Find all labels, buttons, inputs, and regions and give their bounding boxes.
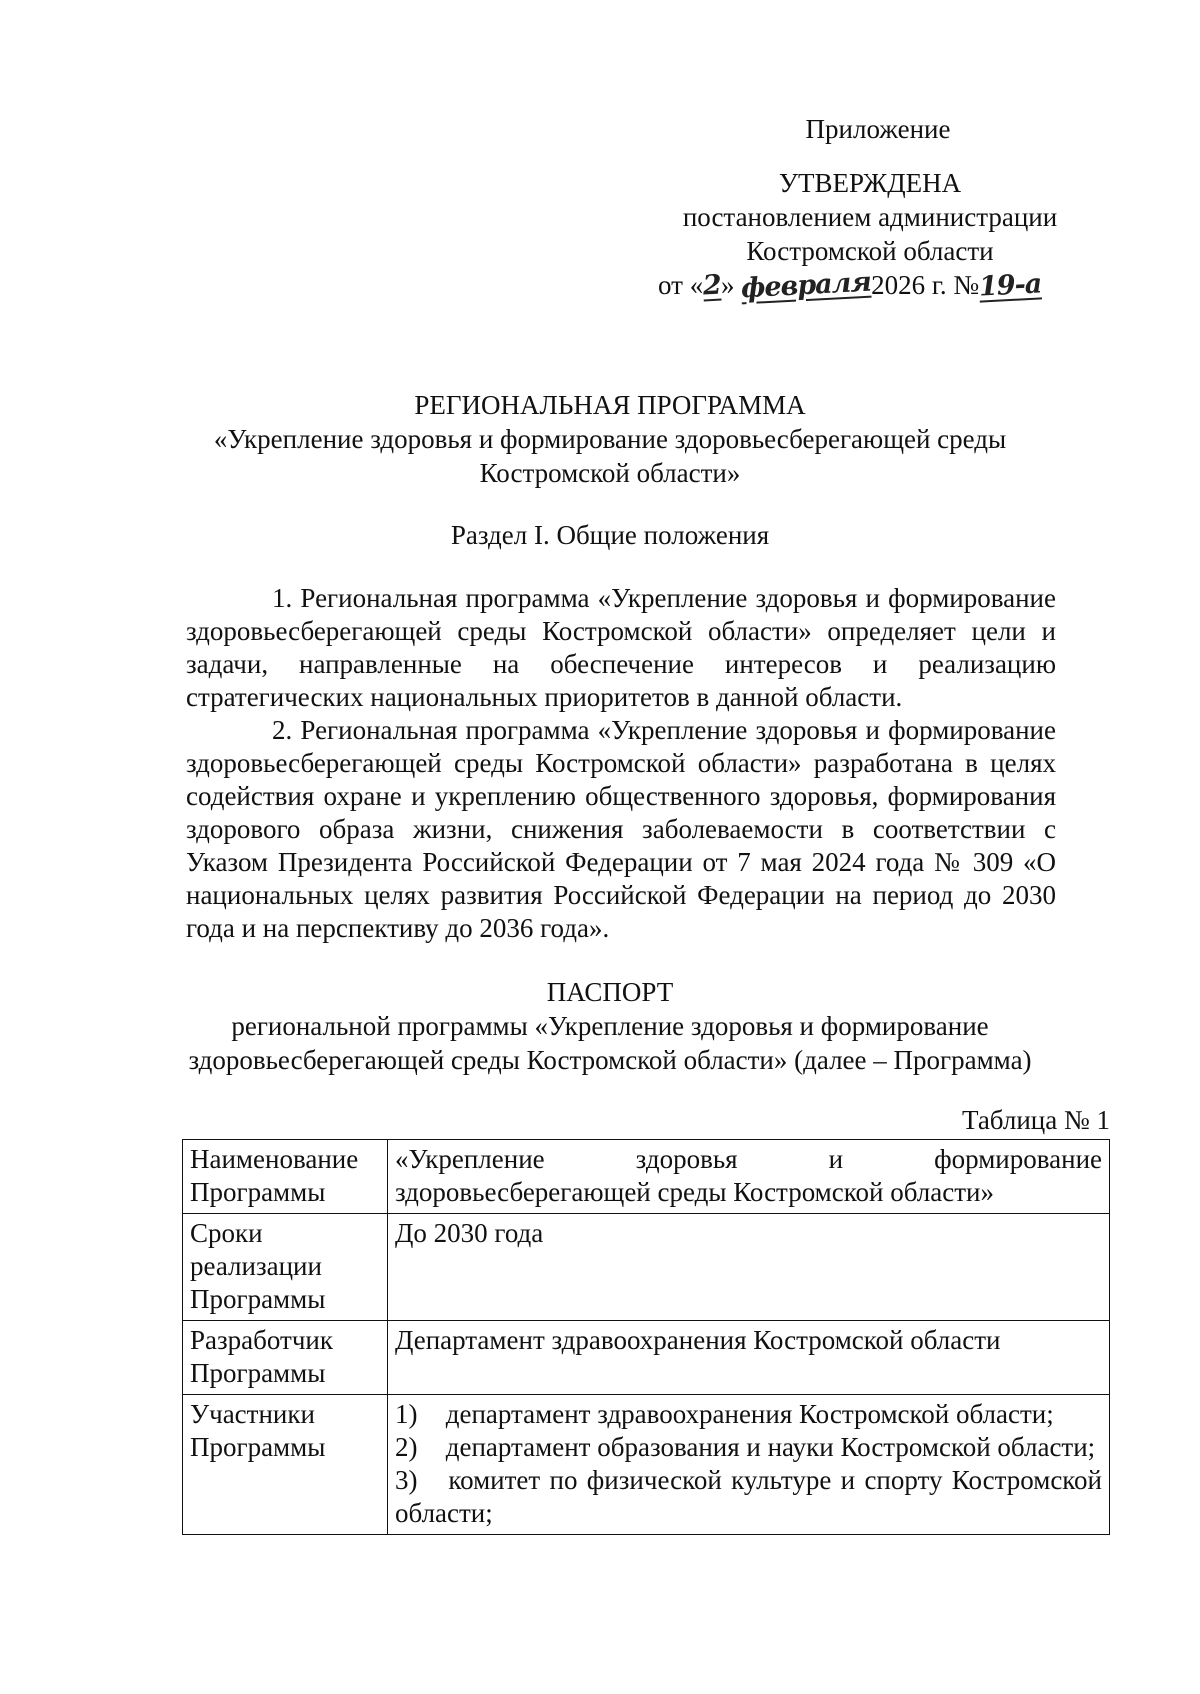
list-item-number: 2) [395, 1432, 418, 1462]
row-label: Участники Программы [183, 1395, 388, 1535]
handwritten-day: 2 [702, 269, 722, 302]
paragraph-2: 2. Региональная программа «Укрепление здоровья и формирование здоровьесберегающей среды Костромской области» разработана в целях содействия охране и укреплению общественного здоровья, формирования здорового образа жизни, снижения заболеваемости в соответствии с Указом Президента Российской Федерации от 7 мая 2024 года № 309 «О национальных целях развития Российской Федерации на период до 2030 года и на перспективу до 2036 года». [186, 715, 1056, 943]
row-value: Департамент здравоохранения Костромской области [388, 1321, 1110, 1395]
list-item-text: департамент образования и науки Костромской области; [445, 1432, 1096, 1462]
handwritten-month: февраля [740, 266, 872, 305]
passport-table [182, 1139, 1110, 1535]
date-prefix: от « [658, 270, 704, 300]
row-label: Разработчик Программы [183, 1321, 388, 1395]
row-label: Наименование Программы [183, 1140, 388, 1214]
approval-stamp-block [640, 112, 1100, 303]
participants-list [388, 1395, 1110, 1535]
passport-heading: ПАСПОРТ [546, 977, 674, 1007]
row-value: «Укрепление здоровья и формирование здоровьесберегающей среды Костромской области» [388, 1140, 1110, 1214]
list-item [395, 1398, 1102, 1431]
appendix-label: Приложение [805, 114, 951, 144]
general-provisions [186, 582, 1056, 945]
paragraph-1: 1. Региональная программа «Укрепление здоровья и формирование здоровьесберегающей среды Костромской области» определяет цели и задачи, направленные на обеспечение интересов и реализацию стратегических национальных приоритетов в данной области. [186, 583, 1056, 712]
passport-subtitle-line-1: региональной программы «Укрепление здоровья и формирование [231, 1011, 989, 1041]
list-item-number: 1) [395, 1399, 418, 1429]
row-label: Сроки реализации Программы [183, 1214, 388, 1321]
program-title [170, 388, 1050, 490]
table-row [183, 1140, 1110, 1214]
list-item [395, 1464, 1102, 1530]
approval-date-line [658, 268, 1100, 303]
approval-authority: постановлением администрации [682, 202, 1058, 232]
list-item-text: комитет по физической культуре и спорту Костромской области; [395, 1465, 1103, 1528]
passport-subtitle-line-2: здоровьесберегающей среды Костромской области» (далее – Программа) [188, 1045, 1032, 1075]
list-item-text: департамент здравоохранения Костромской области; [445, 1399, 1054, 1429]
date-mid: » [721, 270, 735, 300]
section-heading: Раздел I. Общие положения [450, 520, 770, 550]
passport-heading-block [170, 975, 1050, 1077]
handwritten-number: 19-а [978, 268, 1043, 303]
row-value: До 2030 года [388, 1214, 1110, 1321]
table-row [183, 1321, 1110, 1395]
list-item-number: 3) [395, 1465, 418, 1495]
table-row [183, 1395, 1110, 1535]
approval-region: Костромской области [746, 236, 994, 266]
table-row [183, 1214, 1110, 1321]
program-title-line-1: РЕГИОНАЛЬНАЯ ПРОГРАММА [414, 390, 806, 420]
list-item [395, 1431, 1102, 1464]
program-title-line-3: Костромской области» [479, 458, 741, 488]
approved-label: УТВЕРЖДЕНА [778, 168, 962, 198]
table-caption: Таблица № 1 [962, 1105, 1110, 1135]
date-year: 2026 г. № [871, 270, 980, 300]
program-title-line-2: «Укрепление здоровья и формирование здоровьесберегающей среды [213, 424, 1007, 454]
